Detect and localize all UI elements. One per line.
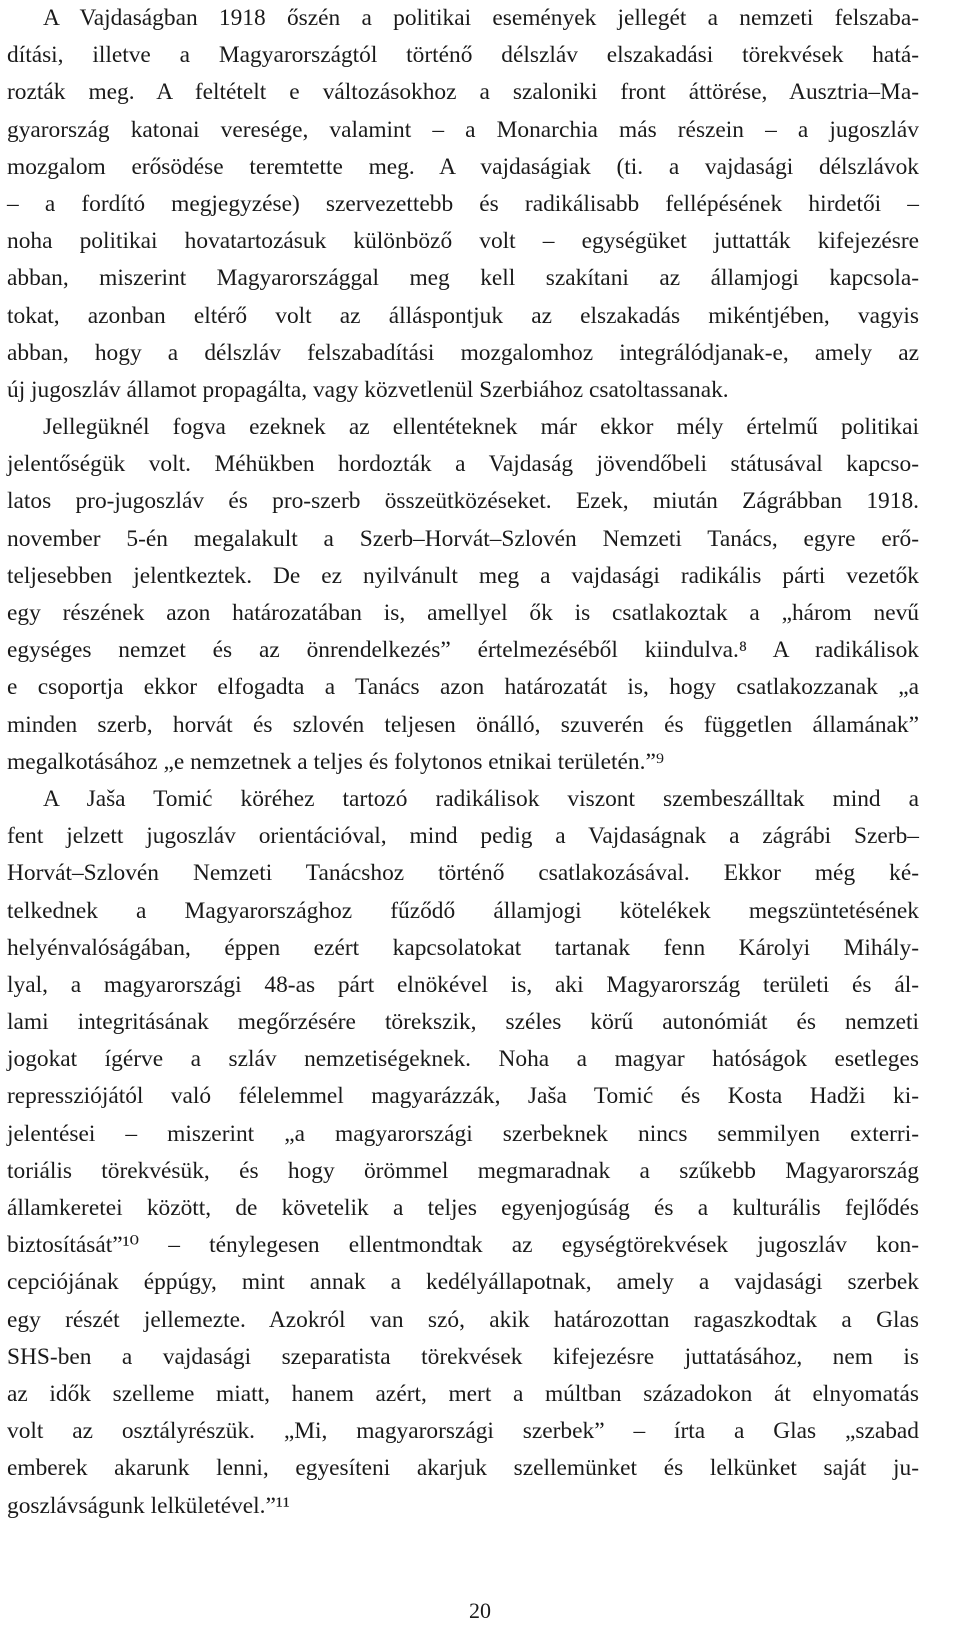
text-line: helyénvalóságában, éppen ezért kapcsolatokat tartanak fenn Károlyi Mihály- xyxy=(7,934,919,961)
text-line: goszlávságunk lelkületével.”¹¹ xyxy=(7,1492,290,1519)
text-line: A Jaša Tomić köréhez tartozó radikálisok viszont szembeszálltak mind a xyxy=(43,785,919,812)
text-line: abban, miszerint Magyarországgal meg kell szakítani az államjogi kapcsola- xyxy=(7,265,919,292)
text-line: Jellegüknél fogva ezeknek az ellentéteknek már ekkor mély értelmű politikai xyxy=(43,414,919,441)
text-line: jogokat ígérve a szláv nemzetiségeknek. Noha a magyar hatóságok esetleges xyxy=(7,1046,919,1073)
text-line: SHS-ben a vajdasági szeparatista törekvések kifejezésre juttatásához, nem is xyxy=(7,1343,919,1370)
text-line: tokat, azonban eltérő volt az álláspontjuk az elszakadás mikéntjében, vagyis xyxy=(7,302,919,329)
text-line: minden szerb, horvát és szlovén teljesen önálló, szuverén és független államának” xyxy=(7,711,919,738)
text-line: államkeretei között, de követelik a teljes egyenjogúság és a kulturális fejlődés xyxy=(7,1195,919,1221)
text-line: jelentőségük volt. Méhükben hordozták a Vajdaság jövendőbeli státusával kapcso- xyxy=(7,451,919,478)
page-number: 20 xyxy=(469,1598,491,1623)
text-line: az idők szelleme miatt, hanem azért, mert a múltban századokon át elnyomatás xyxy=(7,1380,919,1407)
text-line: volt az osztályrészük. „Mi, magyarországi szerbek” – írta a Glas „szabad xyxy=(7,1418,919,1445)
text-line: latos pro-jugoszláv és pro-szerb összeütközéseket. Ezek, miután Zágrábban 1918. xyxy=(7,488,919,515)
text-line: lami integritásának megőrzésére törekszik, széles körű autonómiát és nemzeti xyxy=(7,1009,919,1036)
text-line: noha politikai hovatartozásuk különböző volt – egységüket juttatták kifejezésre xyxy=(7,228,919,255)
text-line: emberek akarunk lenni, egyesíteni akarjuk szellemünket és lelkünket saját ju- xyxy=(7,1455,919,1482)
text-line: rozták meg. A feltételt e változásokhoz a szaloniki front áttörése, Ausztria–Ma- xyxy=(7,79,919,106)
paragraph xyxy=(7,0,919,409)
text-line: lyal, a magyarországi 48-as párt elnökével is, aki Magyarország területi és ál- xyxy=(7,971,919,998)
text-line: dítási, illetve a Magyarországtól történő délszláv elszakadási törekvések hatá- xyxy=(7,42,919,69)
text-line: jelentései – miszerint „a magyarországi szerbeknek nincs semmilyen exterri- xyxy=(7,1120,919,1147)
body-text xyxy=(7,0,919,1525)
text-line: egy részét jellemezte. Azokról van szó, akik határozottan ragaszkodtak a Glas xyxy=(7,1306,919,1333)
text-line: megalkotásához „e nemzetnek a teljes és folytonos etnikai területén.”⁹ xyxy=(7,748,664,775)
text-line: gyarország katonai veresége, valamint – a Monarchia más részein – a jugoszláv xyxy=(7,116,919,143)
text-line: fent jelzett jugoszláv orientációval, mind pedig a Vajdaságnak a zágrábi Szerb– xyxy=(7,823,919,850)
text-line: új jugoszláv államot propagálta, vagy közvetlenül Szerbiához csatoltassanak. xyxy=(7,376,729,403)
text-line: november 5-én megalakult a Szerb–Horvát–Szlovén Nemzeti Tanács, egyre erő- xyxy=(7,525,919,552)
text-line: egy részének azon határozatában is, amellyel ők is csatlakoztak a „három nevű xyxy=(7,600,919,626)
text-line: A Vajdaságban 1918 őszén a politikai események jellegét a nemzeti felszaba- xyxy=(43,5,919,31)
paragraph xyxy=(7,409,919,781)
text-line: biztosítását”¹⁰ – ténylegesen ellentmondtak az egységtörekvések jugoszláv kon- xyxy=(7,1232,919,1259)
text-line: mozgalom erősödése teremtette meg. A vajdaságiak (ti. a vajdasági délszlávok xyxy=(7,153,919,180)
text-line: toriális törekvésük, és hogy örömmel megmaradnak a szűkebb Magyarország xyxy=(7,1157,919,1184)
text-line: Horvát–Szlovén Nemzeti Tanácshoz történő csatlakozásával. Ekkor még ké- xyxy=(7,860,919,887)
text-line: telkednek a Magyarországhoz fűződő államjogi kötelékek megszüntetésének xyxy=(7,897,919,924)
text-line: repressziójától való félelemmel magyarázzák, Jaša Tomić és Kosta Hadži ki- xyxy=(7,1083,919,1110)
text-line: egységes nemzet és az önrendelkezés” értelmezéséből kiindulva.⁸ A radikálisok xyxy=(7,637,919,664)
text-line: – a fordító megjegyzése) szervezettebb és radikálisabb fellépésének hirdetői – xyxy=(7,190,919,217)
text-line: cepciójának éppúgy, mint annak a kedélyállapotnak, amely a vajdasági szerbek xyxy=(7,1269,919,1296)
text-line: teljesebben jelentkeztek. De ez nyilvánult meg a vajdasági radikális párti vezetők xyxy=(7,562,919,589)
text-line: abban, hogy a délszláv felszabadítási mozgalomhoz integrálódjanak-e, amely az xyxy=(7,339,919,366)
text-line: e csoportja ekkor elfogadta a Tanács azon határozatát is, hogy csatlakozzanak „a xyxy=(7,674,919,701)
paragraph xyxy=(7,781,919,1525)
